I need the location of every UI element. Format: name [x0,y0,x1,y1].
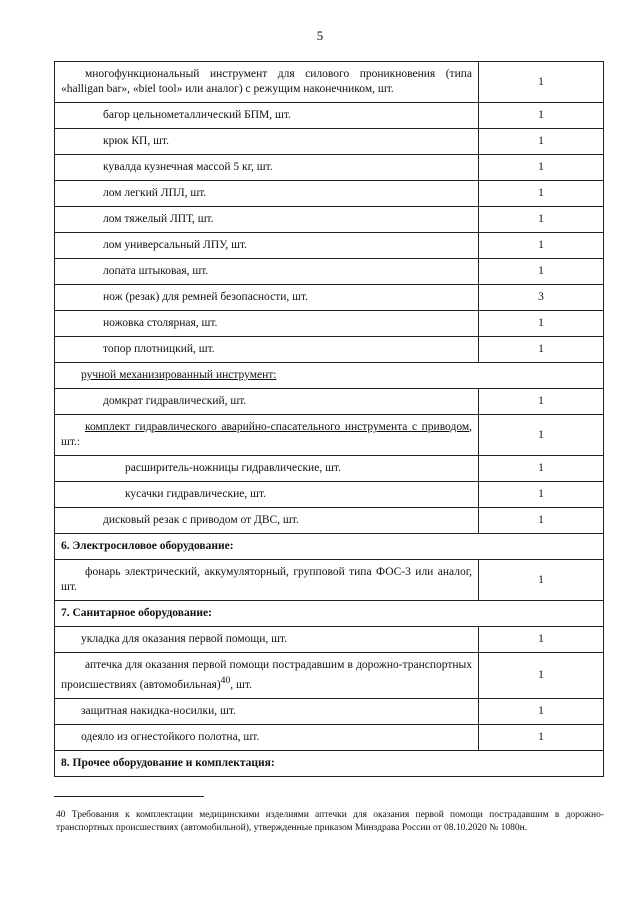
item-name-underlined: комплект гидравлического аварийно-спасательного инструмента с приводом [85,421,470,433]
table-row [55,129,604,155]
item-name: кувалда кузнечная массой 5 кг, шт. [55,155,479,181]
item-name: лом тяжелый ЛПТ, шт. [55,207,479,233]
table-row [55,337,604,363]
item-name: лом легкий ЛПЛ, шт. [55,181,479,207]
item-qty: 1 [479,62,604,103]
section-row [55,601,604,627]
item-name-main: аптечка для оказания первой помощи пострадавшим в дорожно-транспортных происшествиях (автомобильная) [61,659,472,691]
item-name: укладка для оказания первой помощи, шт. [55,627,479,653]
item-name-rest: , шт.: [61,421,472,448]
table-row [55,155,604,181]
item-name [55,415,479,456]
table-row [55,508,604,534]
table-row [55,560,604,601]
item-qty: 1 [479,103,604,129]
item-name: домкрат гидравлический, шт. [55,389,479,415]
item-qty: 1 [479,627,604,653]
table-row [55,62,604,103]
section-heading: 7. Санитарное оборудование: [55,601,604,627]
item-qty: 1 [479,560,604,601]
table-row [55,724,604,750]
section-heading: 6. Электросиловое оборудование: [55,534,604,560]
table-row [55,233,604,259]
section-heading: 8. Прочее оборудование и комплектация: [55,750,604,776]
equipment-table [54,61,604,777]
table-row [55,103,604,129]
item-name: крюк КП, шт. [55,129,479,155]
item-name: фонарь электрический, аккумуляторный, групповой типа ФОС-3 или аналог, шт. [55,560,479,601]
table-row [55,698,604,724]
item-qty: 1 [479,207,604,233]
item-name: одеяло из огнестойкого полотна, шт. [55,724,479,750]
table-row [55,311,604,337]
table-row [55,259,604,285]
table-row [55,181,604,207]
table-row [55,389,604,415]
item-name: ножовка столярная, шт. [55,311,479,337]
item-qty: 1 [479,482,604,508]
footnote-divider [54,796,204,797]
footnote: 40 Требования к комплектации медицинскими изделиями аптечки для оказания первой помощи пострадавшим в дорожно-транспортных происшествиях (автомобильной), утвержденные приказом Минздрава России от 08.10.2020 № 1080н. [56,810,604,833]
subsection-heading-text: ручной механизированный инструмент: [81,369,277,381]
section-row [55,750,604,776]
table-row [55,207,604,233]
section-row [55,534,604,560]
item-name: лом универсальный ЛПУ, шт. [55,233,479,259]
table-row [55,627,604,653]
item-qty: 1 [479,698,604,724]
table-row [55,285,604,311]
item-qty: 1 [479,456,604,482]
table-row [55,653,604,699]
subsection-row [55,363,604,389]
table-row [55,482,604,508]
item-qty: 1 [479,415,604,456]
item-qty: 1 [479,724,604,750]
item-qty: 1 [479,181,604,207]
item-name: кусачки гидравлические, шт. [55,482,479,508]
item-qty: 3 [479,285,604,311]
item-name [55,653,479,699]
item-qty: 1 [479,653,604,699]
item-name: багор цельнометаллический БПМ, шт. [55,103,479,129]
subsection-heading [55,363,604,389]
item-qty: 1 [479,129,604,155]
table-row [55,415,604,456]
item-qty: 1 [479,508,604,534]
item-name: нож (резак) для ремней безопасности, шт. [55,285,479,311]
item-name: топор плотницкий, шт. [55,337,479,363]
item-qty: 1 [479,311,604,337]
table-row [55,456,604,482]
item-qty: 1 [479,389,604,415]
item-qty: 1 [479,155,604,181]
footnote-ref: 40 [220,675,231,686]
item-name: защитная накидка-носилки, шт. [55,698,479,724]
item-name: многофункциональный инструмент для силового проникновения (типа «halligan bar», «biel tool» или аналог) с режущим наконечником, шт. [55,62,479,103]
item-qty: 1 [479,259,604,285]
item-qty: 1 [479,233,604,259]
item-name-rest: , шт. [230,678,252,691]
item-name: дисковый резак с приводом от ДВС, шт. [55,508,479,534]
item-qty: 1 [479,337,604,363]
item-name: лопата штыковая, шт. [55,259,479,285]
item-name: расширитель-ножницы гидравлические, шт. [55,456,479,482]
page-number: 5 [316,28,324,43]
